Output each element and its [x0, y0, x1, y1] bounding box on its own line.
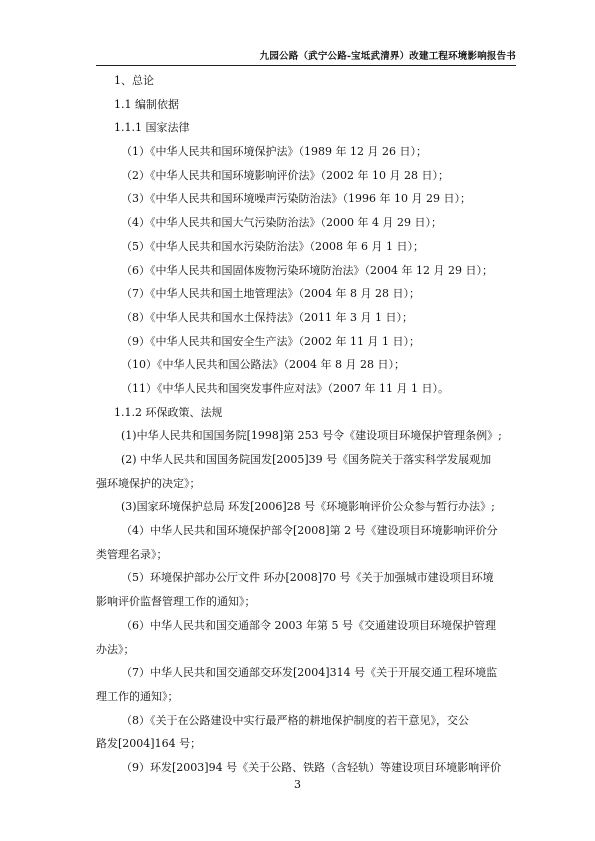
policy-item-line: (3)国家环境保护总局 环发[2006]28 号《环境影响评价公众参与暂行办法》;	[121, 500, 495, 514]
law-item: （3）《中华人民共和国环境噪声污染防治法》（1996 年 10 月 29 日）；	[121, 192, 471, 206]
law-item: （8）《中华人民共和国水土保持法》（2011 年 3 月 1 日）；	[121, 310, 413, 324]
policy-list	[96, 424, 516, 779]
law-item: （11）《中华人民共和国突发事件应对法》（2007 年 11 月 1 日）。	[121, 381, 449, 395]
page-number: 3	[294, 778, 301, 791]
policy-item-line: （5）环境保护部办公厅文件 环办[2008]70 号《关于加强城市建设项目环境	[121, 571, 494, 585]
policy-item-line: (2) 中华人民共和国国务院国发[2005]39 号《国务院关于落实科学发展观加	[121, 453, 492, 466]
law-list	[96, 140, 516, 401]
law-item: （10）《中华人民共和国公路法》（2004 年 8 月 28 日）；	[121, 358, 405, 372]
law-item: （1）《中华人民共和国环境保护法》（1989 年 12 月 26 日）；	[121, 145, 427, 159]
law-item: （5）《中华人民共和国水污染防治法》（2008 年 6 月 1 日）；	[121, 239, 424, 253]
running-header: 九园公路（武宁公路-宝坻武清界）改建工程环境影响报告书	[259, 51, 516, 62]
law-item: （4）《中华人民共和国大气污染防治法》（2000 年 4 月 29 日）；	[121, 216, 442, 230]
policy-item-continuation: 强环境保护的决定》；	[96, 476, 201, 490]
law-item: （2）《中华人民共和国环境影响评价法》（2002 年 10 月 28 日）；	[121, 168, 449, 182]
policy-item-continuation: 办法》；	[96, 642, 135, 656]
policy-item-line: （4）中华人民共和国环境保护部令[2008]第 2 号《建设项目环境影响评价分	[121, 524, 498, 538]
policy-item-line: （6）中华人民共和国交通部令 2003 年第 5 号《交通建设项目环境保护管理	[121, 618, 496, 632]
section-heading-environmental-policies: 1.1.2 环保政策、法规	[114, 405, 223, 419]
law-item: （9）《中华人民共和国安全生产法》（2002 年 11 月 1 日）；	[121, 334, 420, 348]
section-heading-general: 1、总论	[114, 74, 154, 87]
section-heading-national-laws: 1.1.1 国家法律	[114, 121, 190, 135]
law-item: （7）《中华人民共和国土地管理法》（2004 年 8 月 28 日）；	[121, 287, 420, 301]
policy-item-line: （9）环发[2003]94 号《关于公路、铁路（含轻轨）等建设项目环境影响评价	[121, 760, 502, 774]
policy-item-line: （8）《关于在公路建设中实行最严格的耕地保护制度的若干意见》，交公	[121, 713, 469, 727]
policy-item-line: （7）中华人民共和国交通部交环发[2004]314 号《关于开展交通工程环境监	[121, 666, 498, 680]
policy-item-line: (1)中华人民共和国国务院[1998]第 253 号令《建设项目环境保护管理条例》;	[121, 429, 502, 443]
policy-item-continuation: 影响评价监督管理工作的通知》；	[96, 595, 256, 609]
law-item: （6）《中华人民共和国固体废物污染环境防治法》（2004 年 12 月 29 日）；	[121, 263, 493, 277]
header-rule	[96, 65, 516, 66]
policy-item-continuation: 理工作的通知》；	[96, 689, 179, 703]
policy-item-continuation: 类管理名录》；	[96, 547, 168, 561]
policy-item-continuation: 路发[2004]164 号；	[96, 737, 202, 751]
section-heading-basis: 1.1 编制依据	[114, 97, 179, 111]
document-body	[96, 69, 516, 780]
